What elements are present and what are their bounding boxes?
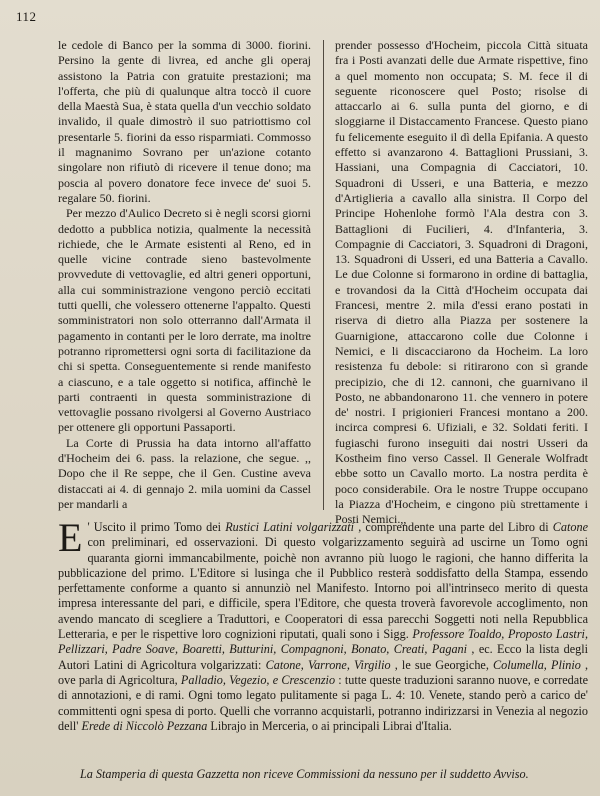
publication-notice bbox=[58, 515, 589, 734]
notice-segment-italic: Catone bbox=[552, 520, 588, 534]
notice-segment: con preliminari, ed osservazioni. Di questo volgarizzamento seguirà ad uscirne un Tomo ogni quaranta giorni immancabilmente, poichè non avranno più luogo le ragioni, che hanno differita la pubblicazione del primo. L'Editore si lusinga che il Pubblico resterà soddisfatto della Stampa, essendo perfettamente conforme a quanto si annunziò nel Manifesto. Intorno poi all'intrinseco merito di questa impresa interessante del pari, e difficile, spera l'Editore, che questa troverà favorevole accoglimento, non avendo mancato di scegliere a Traduttori, e Cooperatori di essa parecchi Soggetti noti nella Repubblica Letteraria, e per le rispettive loro cognizioni riputati, quali sono i Sigg. bbox=[58, 535, 588, 642]
notice-segment: ' Uscito il primo Tomo dei bbox=[87, 520, 226, 534]
page-number: 112 bbox=[16, 9, 37, 24]
right-column bbox=[335, 38, 588, 528]
notice-segment-italic: Columella, Plinio bbox=[493, 657, 581, 672]
notice-segment-italic: Rustici Latini volgarizzati bbox=[225, 520, 355, 534]
notice-segment-italic: Palladio, Vegezio, e Crescenzio bbox=[180, 672, 336, 687]
left-column bbox=[58, 38, 311, 512]
right-paragraph-1: prender possesso d'Hocheim, piccola Città situata fra i Posti avanzati delle due Armate rispettive, fino a quel momento non occupata; S. M. fece il di seguente riconoscere quel Posto; risolse di attaccarlo ai 6. sulla punta del giorno, e di sloggiarne il Distaccamento Francese. Questo piano fu felicemente eseguito il dì della Epifania. A questo effetto si avanzarono 4. Battaglioni Prussiani, 3. Hassiani, una Compagnia di Cacciatori, 10. Squadroni di Usseri, e una Batteria, e mezzo d'Artiglieria a cavallo alla sinistra. Il Corpo del Principe Hohenlohe formò l'Ala destra con 3. Battaglioni di Fucilieri, 4. d'Infanteria, 3. Compagnie di Cacciatori, 3. Squadroni di Dragoni, 13. Squadroni di Usseri, ed una Batteria a Cavallo. Le due Colonne si formarono in ordine di battaglia, e trovandosi da la Città d'Hocheim occupata dai Francesi, mentre 2. mila d'essi erano postati in riserva di dietro alla Piazza per sostenere la Guarnigione, attaccarono colle due Colonne i Nemici, e li discacciarono da Hocheim. La loro resistenza fu debole: si ritirarono con sì grande precipizio, che di 12. cannoni, che guarnivano il Posto, ne abbandonarono 11. che vennero in potere de' nostri. I prigionieri Francesi montano a 200. incirca compresi 6. Ufiziali, e 32. Soldati feriti. I fugiaschi furono inseguiti dai nostri Usseri da Kostheim fino verso Cassel. Il Generale Wolfradt ebbe sotto un Cavallo morto. La nostra perdita è poco considerabile. Ora le nostre Truppe occupano la Piazza d'Hocheim, e cingono più strettamente i Posti Nemici.,, bbox=[335, 38, 588, 527]
notice-segment: Librajo in Merceria, o ai principali Librai d'Italia. bbox=[210, 718, 452, 733]
left-paragraph-3: La Corte di Prussia ha data intorno all'affatto d'Hocheim dei 6. pass. la relazione, che segue. ,, Dopo che il Re seppe, che il Gen. Custine aveva distaccati ai 4. di gennajo 2. mila uomini da Cassel per mandarli a bbox=[58, 435, 311, 511]
notice-segment: , ove parla di Agricoltura, bbox=[58, 657, 589, 687]
notice-segment-italic: Erede di Niccolò Pezzana bbox=[81, 718, 208, 733]
left-paragraph-1: le cedole di Banco per la somma di 3000. fiorini. Persino la gente di livrea, ed anche gli operaj assistono la Patria con gratuite prestazioni; ma l'offerta, che più di qualunque altra toccò il cuore della Maestà Sua, è stata quella d'un vecchio soldato invalido, il quale dimostrò il suo patriottismo col presentarle 5. fiorini da esso risparmiati. Commosso il magnanimo Sovrano per un'azione cotanto singolare non rifiutò di ricevere il tenue dono; ma poscia al povero donatore fece invece de' suoi 5. regalare 50. fiorini. bbox=[58, 38, 311, 205]
drop-cap: E bbox=[58, 515, 83, 560]
notice-segment: : tutte queste traduzioni saranno nuove, e corredate di annotazioni, e di rami. Ogni tomo legato pulitamente si paga L. 4: 10. Venete, stando però a carico de' committenti ogni spesa di porto. Quelli che vorranno acquistarli, potranno indirizzarsi in Venezia al negozio dell' bbox=[58, 672, 588, 733]
notice-footer: La Stamperia di questa Gazzetta non riceve Commissioni da nessuno per il suddetto Avviso. bbox=[80, 767, 529, 781]
notice-segment: , comprendente una parte del Libro di bbox=[358, 520, 553, 534]
notice-segment-italic: Catone, Varrone, Virgilio bbox=[265, 657, 391, 672]
column-divider bbox=[323, 40, 324, 510]
notice-segment: , le sue Georgiche, bbox=[394, 657, 494, 672]
notice-segment: , ec. Ecco la lista degli Autori Latini di Agricoltura volgarizzati: bbox=[58, 642, 589, 672]
left-paragraph-2: Per mezzo d'Aulico Decreto si è negli scorsi giorni dedotto a pubblica notizia, qualmente la necessità richiede, che le Armate esistenti al Reno, ed in quelle vicine contrade sieno bastevolmente provvedute di vettovaglie, ed altri generi opportuni, alla cui somministrazione vengono perciò eccitati tutti quelli, che volessero ottenerne l'appalto. Questi somministratori non solo otterranno dall'Armata il pagamento in contanti per le loro derrate, ma inoltre potranno ripromettersi ogni sorta di facilitazione da chi si spetta. Conseguentemente si rende manifesto a ciascuno, e a tale oggetto si notifica, affinchè le parti contraenti in questa somministrazione di vettovaglie possano rivolgersi al Governo Austriaco per ottenere gli opportuni Passaporti. bbox=[58, 206, 311, 435]
notice-segment-italic: Professore Toaldo, Proposto Lastri, Pellizzari, Padre Soave, Boaretti, Butturini, Compagnoni, Bonato, Creati, Pagani bbox=[58, 627, 588, 657]
